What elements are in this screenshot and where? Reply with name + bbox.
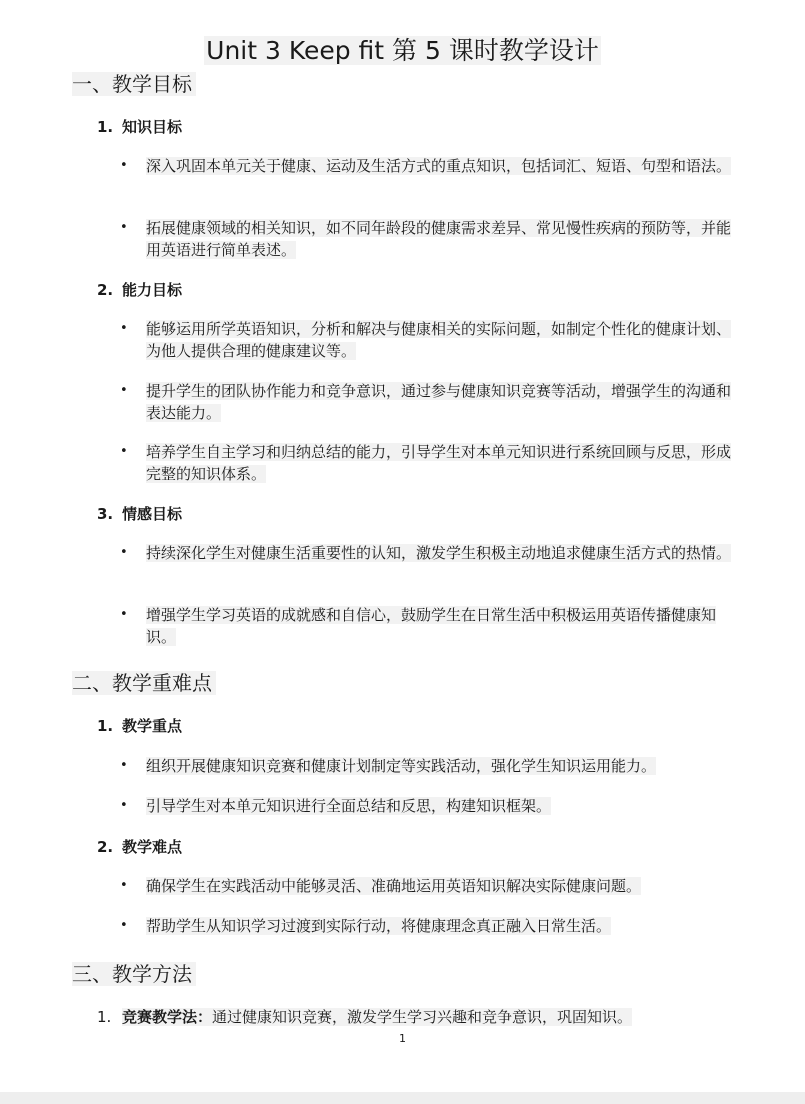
subheading-focus: 1. 教学重点 — [97, 717, 183, 735]
section-heading-key-points: 二、教学重难点 — [72, 669, 216, 697]
list-item: • 引导学生对本单元知识进行全面总结和反思，构建知识框架。 — [120, 797, 552, 815]
bullet-icon: • — [120, 444, 128, 459]
list-item: • 培养学生自主学习和归纳总结的能力，引导学生对本单元知识进行系统回顾与反思，形成完整的知识体系。 — [120, 443, 732, 483]
list-item: • 持续深化学生对健康生活重要性的认知，激发学生积极主动地追求健康生活方式的热情。 — [120, 544, 732, 562]
subheading-ability-goals: 2. 能力目标 — [97, 281, 183, 299]
list-item: • 组织开展健康知识竞赛和健康计划制定等实践活动，强化学生知识运用能力。 — [120, 757, 657, 775]
list-item: 1. 竞赛教学法：通过健康知识竞赛，激发学生学习兴趣和竞争意识，巩固知识。 — [97, 1008, 633, 1026]
list-item: • 增强学生学习英语的成就感和自信心，鼓励学生在日常生活中积极运用英语传播健康知识。 — [120, 606, 717, 646]
list-item: • 拓展健康领域的相关知识，如不同年龄段的健康需求差异、常见慢性疾病的预防等，并能用英语进行简单表述。 — [120, 219, 732, 259]
section-heading-methods: 三、教学方法 — [72, 960, 196, 988]
page-title: Unit 3 Keep fit 第 5 课时教学设计 — [206, 36, 599, 65]
bullet-icon: • — [120, 918, 128, 933]
subheading-difficulty: 2. 教学难点 — [97, 838, 183, 856]
list-item: • 深入巩固本单元关于健康、运动及生活方式的重点知识，包括词汇、短语、句型和语法。 — [120, 157, 732, 175]
subheading-emotional-goals: 3. 情感目标 — [97, 505, 183, 523]
bullet-icon: • — [120, 321, 128, 336]
bullet-icon: • — [120, 158, 128, 173]
list-item: • 能够运用所学英语知识，分析和解决与健康相关的实际问题，如制定个性化的健康计划、为他人提供合理的健康建议等。 — [120, 320, 732, 360]
page-number: 1 — [399, 1032, 406, 1045]
bullet-icon: • — [120, 878, 128, 893]
bullet-icon: • — [120, 383, 128, 398]
list-item: • 确保学生在实践活动中能够灵活、准确地运用英语知识解决实际健康问题。 — [120, 877, 642, 895]
bullet-icon: • — [120, 545, 128, 560]
bullet-icon: • — [120, 758, 128, 773]
subheading-knowledge-goals: 1. 知识目标 — [97, 118, 183, 136]
section-heading-goals: 一、教学目标 — [72, 70, 196, 98]
bullet-icon: • — [120, 220, 128, 235]
list-item: • 提升学生的团队协作能力和竞争意识，通过参与健康知识竞赛等活动，增强学生的沟通和表达能力。 — [120, 382, 732, 422]
bullet-icon: • — [120, 607, 128, 622]
bullet-icon: • — [120, 798, 128, 813]
page-bottom-edge — [0, 1092, 805, 1104]
list-item: • 帮助学生从知识学习过渡到实际行动，将健康理念真正融入日常生活。 — [120, 917, 612, 935]
